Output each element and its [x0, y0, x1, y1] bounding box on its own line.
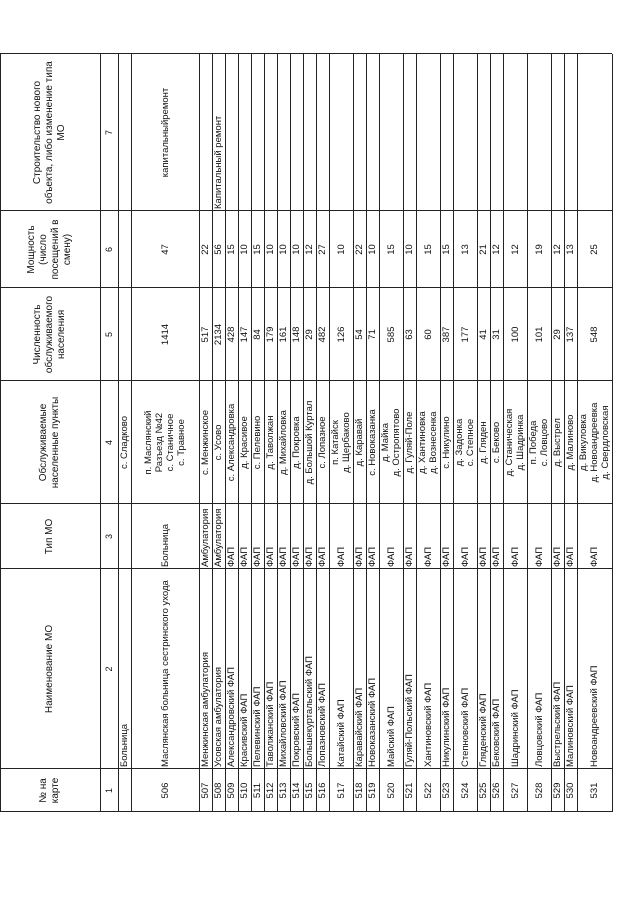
place-name: с. Менжинское [200, 409, 211, 476]
row-places [353, 381, 366, 504]
row-type: ФАП [385, 546, 397, 567]
row-capacity: 10 [367, 244, 378, 255]
row-type: ФАП [226, 546, 237, 567]
row-name: Гуляй-Польский ФАП [404, 674, 415, 767]
row-num: 522 [422, 782, 434, 799]
place-name: д. Каравай [354, 418, 365, 467]
row-name: Выстрельский ФАП [552, 681, 563, 767]
row-capacity: 12 [509, 244, 521, 255]
place-name: д. Красивое [239, 416, 250, 469]
grid-line [118, 811, 612, 812]
row-population: 1414 [159, 323, 171, 346]
row-type: ФАП [335, 546, 347, 567]
row-type: ФАП [252, 546, 263, 567]
row-type: ФАП [509, 546, 521, 567]
row-name: Гляденский ФАП [478, 693, 489, 767]
row-places [316, 381, 329, 504]
row-places [490, 381, 503, 504]
row-population: 137 [565, 326, 576, 343]
place-name: д. Покровка [291, 416, 302, 469]
row-places [264, 381, 277, 504]
row-population: 84 [252, 329, 263, 340]
row-type: ФАП [589, 546, 600, 567]
place-name: с. Травное [176, 419, 187, 466]
row-population: 179 [265, 326, 276, 343]
row-population: 31 [491, 329, 502, 340]
colnum: 2 [104, 666, 114, 672]
row-population: 428 [226, 326, 237, 343]
row-type: Больница [159, 523, 171, 567]
row-capacity: 10 [335, 244, 347, 255]
place-name: с. Новоказанка [367, 409, 378, 476]
row-population: 29 [304, 329, 315, 340]
row-capacity: 19 [533, 244, 545, 255]
grid-line [118, 210, 612, 211]
row-num: 517 [335, 782, 347, 799]
row-population: 147 [239, 326, 250, 343]
row-num: 508 [213, 782, 224, 799]
row-num: 527 [509, 782, 521, 799]
place-name: д. Задонка [454, 418, 465, 467]
row-num: 507 [200, 782, 211, 799]
place-name: д. Малиново [565, 414, 576, 471]
row-construction [290, 54, 303, 211]
row-places [577, 381, 612, 504]
row-capacity: 56 [213, 244, 224, 255]
row-type: Амбулатория [200, 508, 211, 567]
row-name: Бековский ФАП [491, 698, 502, 767]
row-population: 585 [385, 326, 397, 343]
row-capacity: 15 [252, 244, 263, 255]
row-name: Шадринский ФАП [509, 689, 521, 767]
place-name: д. Остропятово [391, 408, 402, 477]
place-name: с. Ловцово [539, 418, 550, 467]
row-construction [527, 54, 551, 211]
row-type: ФАП [441, 546, 452, 567]
row-capacity: 13 [459, 244, 471, 255]
place-name: д. Станичеcкая [504, 408, 515, 477]
row-places [403, 381, 416, 504]
row-num: 510 [239, 782, 250, 799]
row-construction [225, 54, 238, 211]
row-capacity: 22 [354, 244, 365, 255]
row-capacity: 25 [589, 244, 600, 255]
row-construction [366, 54, 379, 211]
row-num: 506 [159, 782, 171, 799]
header-type: Тип МО [44, 518, 55, 555]
place-name: д. Новоандреевка [589, 402, 600, 483]
row-num: 524 [459, 782, 471, 799]
row-name: Степновский ФАП [459, 687, 471, 767]
row-population: 100 [509, 326, 521, 343]
place-name: с. Александровка [226, 403, 237, 482]
row-num: 531 [589, 782, 600, 799]
row-places [303, 381, 316, 504]
grid-line [0, 54, 1, 812]
row-type: ФАП [304, 546, 315, 567]
row-type: ФАП [265, 546, 276, 567]
row-name: Менжинская амбулатория [200, 651, 211, 767]
row-name: Большекуртальский ФАП [304, 656, 315, 767]
place-name: д. Выстрел [552, 418, 563, 467]
row-capacity: 12 [304, 244, 315, 255]
row-capacity: 10 [265, 244, 276, 255]
row-capacity: 27 [317, 244, 328, 255]
row-type: ФАП [291, 546, 302, 567]
grid-line [612, 54, 613, 812]
row-places [251, 381, 264, 504]
row-construction [379, 54, 403, 211]
row-capacity: 22 [200, 244, 211, 255]
row-construction [251, 54, 264, 211]
place-name: п. Победа [528, 420, 539, 465]
grid-line [118, 768, 612, 769]
header-population: Численность обслуживаемого населения [32, 295, 67, 374]
row-name: Покровский ФАП [291, 692, 302, 767]
row-name: Ловцовский ФАП [533, 692, 545, 767]
row-name: Маслянская больница сестринского ухода [159, 580, 171, 767]
row-population: 161 [278, 326, 289, 343]
place-name: п. Катайск [330, 420, 341, 465]
row-construction [416, 54, 440, 211]
place-name: Разъезд №42 [154, 412, 165, 473]
place-name: п. Маслянский [143, 410, 154, 475]
row-construction [453, 54, 477, 211]
row-capacity: 10 [404, 244, 415, 255]
row-type: ФАП [354, 546, 365, 567]
row-name: Красивский ФАП [239, 693, 250, 767]
row-places [453, 381, 477, 504]
row-type: ФАП [459, 546, 471, 567]
row-construction [238, 54, 251, 211]
row-num: 521 [404, 782, 415, 799]
row-capacity: 10 [278, 244, 289, 255]
row-num: 528 [533, 782, 545, 799]
row-construction [353, 54, 366, 211]
place-name: с. Пелевино [252, 415, 263, 470]
row-population: 71 [367, 329, 378, 340]
row-construction [329, 54, 353, 211]
grid-line [118, 380, 612, 381]
row-num: 530 [565, 782, 576, 799]
place-name: д. Майка [380, 422, 391, 463]
row-places [503, 381, 527, 504]
row-construction [577, 54, 612, 211]
row-construction [403, 54, 416, 211]
grid-line [118, 287, 612, 288]
place-name: д. Шадринка [515, 414, 526, 471]
row-construction [564, 54, 577, 211]
row-construction [551, 54, 564, 211]
row-num: 525 [478, 782, 489, 799]
row-places [131, 381, 199, 504]
row-construction [503, 54, 527, 211]
row-capacity: 47 [159, 244, 171, 255]
place-name: д. Щербаково [341, 412, 352, 473]
row-places [277, 381, 290, 504]
row-name: Таволжанский ФАП [265, 681, 276, 767]
grid-line [100, 54, 101, 812]
table-body [118, 0, 640, 905]
place-name: с. Лопазное [317, 416, 328, 469]
row-capacity: 12 [552, 244, 563, 255]
row-name: Лопазновский ФАП [317, 683, 328, 767]
row-places [366, 381, 379, 504]
row-places [416, 381, 440, 504]
row-type: ФАП [491, 546, 502, 567]
place-name: д. Вознесенка [428, 411, 439, 474]
row-type: ФАП [552, 546, 563, 567]
row-capacity: 15 [385, 244, 397, 255]
place-name: с. Станичное [165, 413, 176, 472]
row-capacity: 13 [565, 244, 576, 255]
row-capacity: 10 [291, 244, 302, 255]
row-name: Михайловский ФАП [278, 680, 289, 767]
row-name: Александровский ФАП [226, 667, 237, 767]
row-num: 518 [354, 782, 365, 799]
row-name: Пелевинский ФАП [252, 686, 263, 767]
row-type: ФАП [533, 546, 545, 567]
row-population: 29 [552, 329, 563, 340]
place-name: д. Михайловка [278, 410, 289, 475]
row-num: 511 [252, 782, 263, 799]
row-num: 519 [367, 782, 378, 799]
row-population: 482 [317, 326, 328, 343]
colnum: 7 [104, 130, 114, 136]
pre-row-name: Больница [119, 723, 130, 767]
row-population: 177 [459, 326, 471, 343]
row-type: ФАП [317, 546, 328, 567]
row-places [477, 381, 490, 504]
row-places [212, 381, 225, 504]
row-construction [440, 54, 453, 211]
row-type: ФАП [239, 546, 250, 567]
header-construction: Строительство нового объекта, либо изменение типа МО [32, 61, 67, 204]
row-construction [199, 54, 212, 211]
header-num: № на карте [38, 777, 61, 804]
row-num: 512 [265, 782, 276, 799]
header-places: Обслуживаемые населенные пункты [38, 396, 61, 489]
pre-row-place: с. Сладково [119, 415, 130, 470]
row-population: 54 [354, 329, 365, 340]
grid-line [118, 568, 612, 569]
row-population: 2134 [213, 323, 224, 346]
row-capacity: 15 [226, 244, 237, 255]
row-num: 529 [552, 782, 563, 799]
row-type: ФАП [367, 546, 378, 567]
row-name: Малиновский ФАП [565, 685, 576, 767]
row-num: 513 [278, 782, 289, 799]
place-name: д. Викуловка [578, 414, 589, 471]
row-name: Майский ФАП [385, 706, 397, 767]
row-places [238, 381, 251, 504]
row-population: 126 [335, 326, 347, 343]
row-places [551, 381, 564, 504]
row-places [290, 381, 303, 504]
row-places [527, 381, 551, 504]
place-name: с. Беково [491, 421, 502, 464]
place-name: с. Степное [465, 418, 476, 467]
row-places [225, 381, 238, 504]
place-name: с. Усово [213, 424, 224, 461]
grid-line [118, 503, 612, 504]
colnum: 5 [104, 332, 114, 338]
row-places [564, 381, 577, 504]
row-name: Хантиновский ФАП [422, 682, 434, 767]
place-name: д. Большой Куртал [304, 400, 315, 485]
grid-line [118, 53, 612, 54]
row-name: Катайский ФАП [335, 699, 347, 767]
row-construction: Капитальный ремонт [213, 115, 224, 209]
colnum: 4 [104, 440, 114, 446]
header-capacity: Мощность (число посещений в смену) [26, 219, 73, 280]
row-capacity: 15 [422, 244, 434, 255]
row-capacity: 15 [441, 244, 452, 255]
row-construction [316, 54, 329, 211]
row-name: Новоказанский ФАП [367, 677, 378, 767]
colnum: 1 [104, 788, 114, 794]
colnum: 6 [104, 247, 114, 253]
row-num: 520 [385, 782, 397, 799]
row-name: Никулинский ФАП [441, 687, 452, 767]
row-num: 509 [226, 782, 237, 799]
row-construction [277, 54, 290, 211]
row-places [440, 381, 453, 504]
row-num: 523 [441, 782, 452, 799]
row-type: ФАП [278, 546, 289, 567]
row-type: Амбулатория [213, 508, 224, 567]
row-places [199, 381, 212, 504]
row-population: 41 [478, 329, 489, 340]
row-population: 101 [533, 326, 545, 343]
row-construction [477, 54, 490, 211]
row-population: 63 [404, 329, 415, 340]
row-population: 148 [291, 326, 302, 343]
row-population: 60 [422, 329, 434, 340]
row-num: 514 [291, 782, 302, 799]
place-name: д. Хантиновка [417, 411, 428, 474]
row-construction [303, 54, 316, 211]
row-num: 515 [304, 782, 315, 799]
place-name: д. Гляден [478, 421, 489, 464]
row-capacity: 12 [491, 244, 502, 255]
place-name: д. Таволжан [265, 415, 276, 470]
row-population: 548 [589, 326, 600, 343]
row-capacity: 21 [478, 244, 489, 255]
place-name: д. Гуляй-Поле [404, 411, 415, 474]
grid-line [118, 54, 119, 812]
place-name: с. Никулино [441, 416, 452, 469]
row-type: ФАП [404, 546, 415, 567]
place-name: д. Свердловская [600, 405, 611, 480]
row-type: ФАП [565, 546, 576, 567]
row-construction: капитальныйремонт [159, 87, 171, 178]
colnum: 3 [104, 534, 114, 540]
row-name: Каравайский ФАП [354, 687, 365, 767]
row-name: Усовская амбулатория [213, 666, 224, 767]
row-type: ФАП [422, 546, 434, 567]
row-num: 526 [491, 782, 502, 799]
row-places [379, 381, 403, 504]
row-num: 516 [317, 782, 328, 799]
row-name: Новоандреевский ФАП [589, 665, 600, 767]
row-type: ФАП [478, 546, 489, 567]
row-capacity: 10 [239, 244, 250, 255]
row-places [329, 381, 353, 504]
row-construction [490, 54, 503, 211]
header-name: Наименование МО [44, 624, 55, 714]
row-population: 517 [200, 326, 211, 343]
row-population: 387 [441, 326, 452, 343]
row-construction [264, 54, 277, 211]
